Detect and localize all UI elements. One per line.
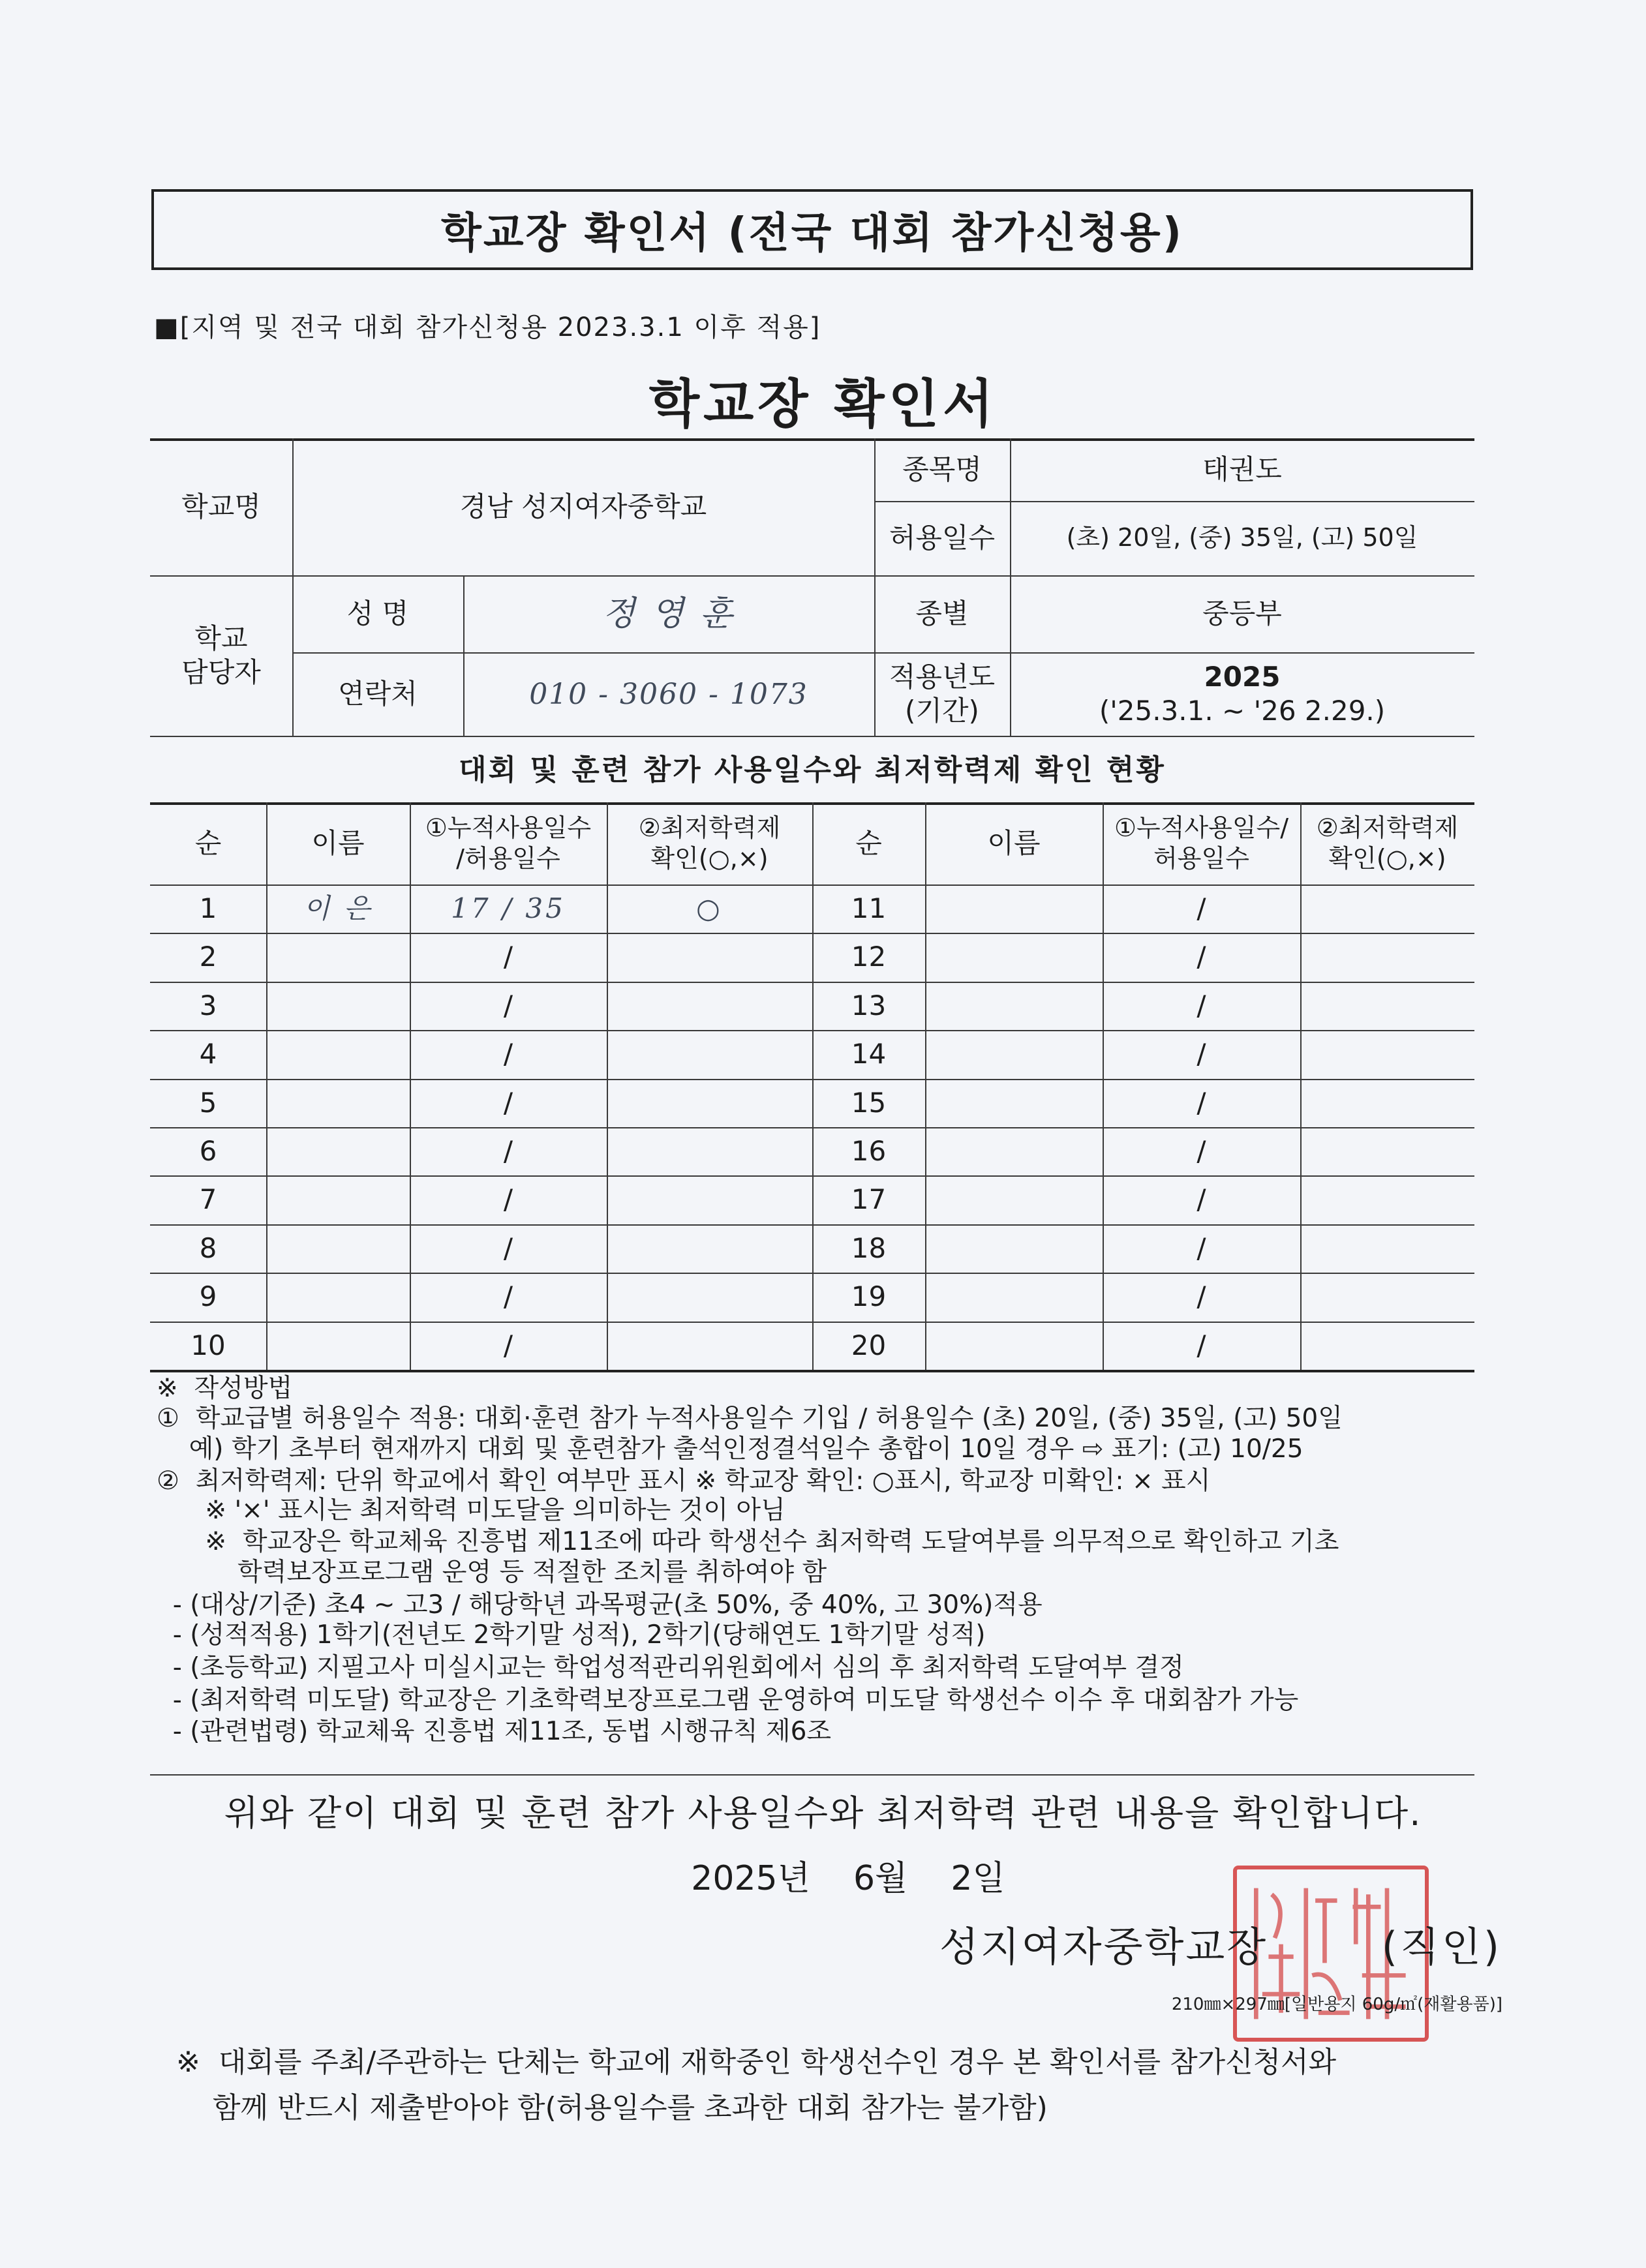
- cell-days: /: [1196, 1183, 1206, 1216]
- cell-check: [1300, 982, 1474, 1030]
- cell-no: 6: [199, 1134, 217, 1167]
- cell-days: /: [1196, 892, 1206, 924]
- cell-days: /: [503, 1183, 513, 1216]
- cell-days: /: [503, 1232, 513, 1264]
- cell-no: 13: [851, 989, 887, 1021]
- instruction-line: ※ 작성방법: [157, 1374, 293, 1403]
- cell-no: 14: [851, 1038, 887, 1070]
- cell-days: /: [1196, 941, 1206, 973]
- instruction-line: 학력보장프로그램 운영 등 적절한 조치를 취하여야 함: [157, 1558, 827, 1587]
- manager-name-handwritten: 정 영 훈: [602, 594, 735, 633]
- year-period: ('25.3.1. ~ '26 2.29.): [1099, 695, 1386, 727]
- cell-check: ○: [696, 892, 723, 924]
- col-header-no-left: 순: [194, 826, 222, 859]
- event-label: 종목명: [902, 453, 982, 485]
- cell-name: [925, 982, 1103, 1030]
- manager-label-line2: 담당자: [181, 656, 261, 688]
- document-box-title: 학교장 확인서 (전국 대회 참가신청용): [151, 189, 1473, 270]
- col-header-days-right: ①누적사용일수/ 허용일수: [1114, 813, 1289, 873]
- instruction-line: 예) 학기 초부터 현재까지 대회 및 훈련참가 출석인정결석일수 총합이 10일 경우 ⇨ 표기: (고) 10/25: [157, 1434, 1303, 1464]
- cell-days: /: [503, 1086, 513, 1119]
- cell-no: 7: [199, 1183, 217, 1216]
- cell-no: 18: [851, 1232, 887, 1264]
- cell-name: [925, 885, 1103, 933]
- cell-check: [1300, 933, 1474, 981]
- cell-days: 17 / 35: [451, 892, 566, 924]
- cell-days: /: [1196, 1232, 1206, 1264]
- cell-check: [607, 1224, 812, 1273]
- cell-check: [1300, 1273, 1474, 1321]
- cell-no: 8: [199, 1232, 217, 1264]
- cell-no: 17: [851, 1183, 887, 1216]
- cell-no: 12: [851, 941, 887, 973]
- col-header-check-right: ②최저학력제 확인(○,×): [1316, 813, 1459, 873]
- instruction-line: - (최저학력 미도달) 학교장은 기초학력보장프로그램 운영하여 미도달 학생선수 이수 후 대회참가 가능: [157, 1686, 1299, 1715]
- contact-label: 연락처: [338, 677, 418, 710]
- instruction-line: - (대상/기준) 초4 ~ 고3 / 해당학년 과목평균(초 50%, 중 40%, 고 30%)적용: [157, 1590, 1043, 1620]
- principal-title: 성지여자중학교장: [939, 1923, 1268, 1971]
- col-header-name-right: 이름: [987, 826, 1041, 859]
- cell-check: [607, 1030, 812, 1078]
- instruction-line: - (관련법령) 학교체육 진흥법 제11조, 동법 시행규칙 제6조: [157, 1717, 832, 1746]
- cell-days: /: [503, 1329, 513, 1361]
- cell-days: /: [503, 989, 513, 1021]
- cell-name: [266, 1224, 410, 1273]
- contact-handwritten: 010 - 3060 - 1073: [529, 677, 808, 711]
- cell-name: [266, 1322, 410, 1370]
- col-header-check-left: ②최저학력제 확인(○,×): [638, 813, 781, 873]
- cell-check: [607, 1127, 812, 1175]
- year-number: 2025: [1204, 660, 1281, 693]
- col-header-name-left: 이름: [311, 826, 365, 859]
- col-header-no-right: 순: [855, 826, 882, 859]
- cell-name: [266, 1079, 410, 1127]
- cell-days: /: [1196, 1038, 1206, 1070]
- cell-name: [925, 1030, 1103, 1078]
- cell-check: [1300, 1079, 1474, 1127]
- cell-name: [925, 1224, 1103, 1273]
- cell-days: /: [1196, 1280, 1206, 1313]
- status-heading: 대회 및 훈련 참가 사용일수와 최저학력제 확인 현황: [459, 753, 1166, 787]
- school-name-label: 학교명: [181, 490, 261, 522]
- manager-label: [150, 575, 292, 736]
- year-label-line2: (기간): [905, 695, 979, 727]
- instruction-line: - (성적적용) 1학기(전년도 2학기말 성적), 2학기(당해연도 1학기말 성적): [157, 1620, 986, 1650]
- school-name-value: 경남 성지여자중학교: [459, 490, 707, 522]
- division-value: 중등부: [1202, 597, 1282, 629]
- cell-check: [1300, 1030, 1474, 1078]
- cell-check: [1300, 1127, 1474, 1175]
- division-label: 종별: [915, 597, 969, 629]
- cell-check: [607, 1079, 812, 1127]
- instruction-line: ① 학교급별 허용일수 적용: 대회·훈련 참가 누적사용일수 기입 / 허용일수 (초) 20일, (중) 35일, (고) 50일: [157, 1404, 1343, 1433]
- confirmation-date: 2025년 6월 2일: [691, 1858, 1005, 1898]
- cell-name: [266, 1127, 410, 1175]
- cell-days: /: [1196, 1329, 1206, 1361]
- instruction-line: - (초등학교) 지필고사 미실시교는 학업성적관리위원회에서 심의 후 최저학력 도달여부 결정: [157, 1653, 1184, 1682]
- cell-no: 2: [199, 941, 217, 973]
- cell-no: 20: [851, 1329, 887, 1361]
- year-label-line1: 적용년도: [889, 660, 996, 693]
- cell-no: 3: [199, 989, 217, 1021]
- cell-check: [1300, 1175, 1474, 1224]
- cell-name: [925, 1175, 1103, 1224]
- cell-no: 4: [199, 1038, 217, 1070]
- cell-days: /: [503, 1134, 513, 1167]
- cell-no: 15: [851, 1086, 887, 1119]
- cell-check: [607, 1322, 812, 1370]
- cell-no: 9: [199, 1280, 217, 1313]
- instruction-line: ② 최저학력제: 단위 학교에서 확인 여부만 표시 ※ 학교장 확인: ○표시, 학교장 미확인: × 표시: [157, 1466, 1211, 1496]
- instruction-line: ※ 학교장은 학교체육 진흥법 제11조에 따라 학생선수 최저학력 도달여부를 의무적으로 확인하고 기초: [157, 1527, 1339, 1556]
- cell-no: 16: [851, 1134, 887, 1167]
- cell-days: /: [1196, 989, 1206, 1021]
- cell-check: [607, 1175, 812, 1224]
- cell-no: 5: [199, 1086, 217, 1119]
- cell-name: [266, 933, 410, 981]
- cell-check: [607, 982, 812, 1030]
- cell-no: 19: [851, 1280, 887, 1313]
- cell-check: [607, 933, 812, 981]
- cell-name: [925, 1127, 1103, 1175]
- allowed-days-label: 허용일수: [889, 521, 996, 554]
- paper-spec-note: 210㎜×297㎜[일반용지 60g/㎡(재활용품)]: [1171, 1995, 1502, 2014]
- cell-no: 10: [191, 1329, 226, 1361]
- cell-check: [1300, 1224, 1474, 1273]
- confirmation-statement: 위와 같이 대회 및 훈련 참가 사용일수와 최저학력 관련 내용을 확인합니다.: [224, 1792, 1422, 1834]
- cell-check: [607, 1273, 812, 1321]
- name-label: 성 명: [346, 597, 409, 629]
- cell-days: /: [503, 1280, 513, 1313]
- footer-note-line1: ※ 대회를 주최/주관하는 단체는 학교에 재학중인 학생선수인 경우 본 확인서를 참가신청서와: [176, 2046, 1337, 2079]
- instruction-line: ※ '×' 표시는 최저학력 미도달을 의미하는 것이 아님: [157, 1496, 785, 1525]
- cell-days: /: [503, 1038, 513, 1070]
- footer-note-line2: 함께 반드시 제출받아야 함(허용일수를 초과한 대회 참가는 불가함): [176, 2091, 1048, 2124]
- applicability-note: ■[지역 및 전국 대회 참가신청용 2023.3.1 이후 적용]: [154, 312, 821, 342]
- cell-name: [925, 933, 1103, 981]
- cell-name: [925, 1322, 1103, 1370]
- cell-no: 11: [851, 892, 887, 924]
- cell-days: /: [503, 941, 513, 973]
- cell-check: [1300, 1322, 1474, 1370]
- cell-name: [266, 1030, 410, 1078]
- main-title: 학교장 확인서: [648, 374, 998, 434]
- seal-placeholder: (직인): [1381, 1923, 1502, 1971]
- col-header-days-left: ①누적사용일수 /허용일수: [425, 813, 592, 873]
- cell-days: /: [1196, 1134, 1206, 1167]
- year-label: [874, 652, 1010, 736]
- cell-name: [266, 1273, 410, 1321]
- cell-name: [266, 1175, 410, 1224]
- cell-name: [925, 1079, 1103, 1127]
- year-value: [1010, 652, 1474, 736]
- cell-no: 1: [199, 892, 217, 924]
- cell-name: [925, 1273, 1103, 1321]
- cell-name: 이 은: [303, 892, 373, 924]
- cell-check: [1300, 885, 1474, 933]
- event-value: 태권도: [1202, 453, 1282, 485]
- cell-name: [266, 982, 410, 1030]
- cell-days: /: [1196, 1086, 1206, 1119]
- allowed-days-value: (초) 20일, (중) 35일, (고) 50일: [1066, 523, 1418, 552]
- manager-label-line1: 학교: [194, 622, 248, 654]
